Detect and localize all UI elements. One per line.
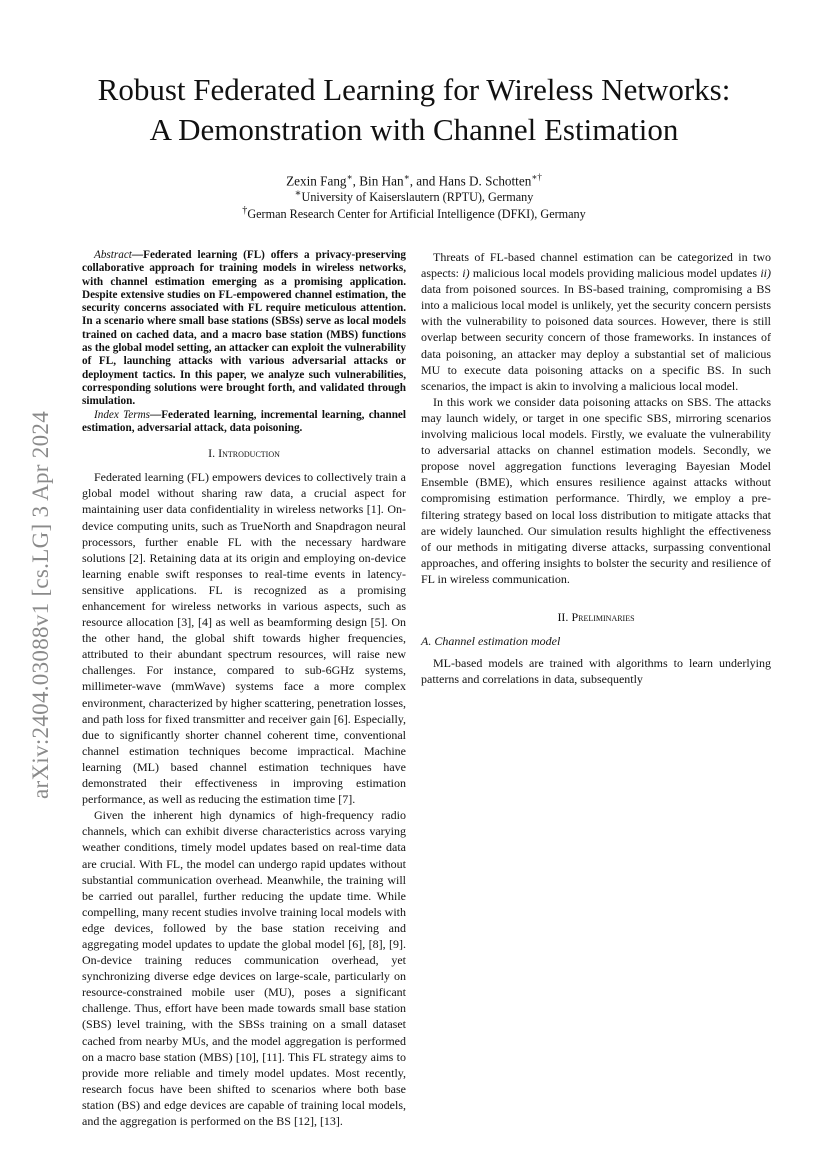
enumeration-marker: i): [462, 266, 470, 281]
enumeration-marker: ii): [760, 266, 771, 281]
section-number: II.: [557, 609, 572, 624]
paragraph-text: malicious local models providing malicious model updates: [469, 266, 761, 281]
index-terms: [82, 409, 406, 436]
title-line-2: A Demonstration with Channel Estimation: [149, 112, 679, 147]
paragraph: ML-based models are trained with algorithms to learn underlying patterns and correlations in data, subsequently: [421, 656, 771, 687]
paragraph-text: data from poisoned sources. In BS-based training, compromising a BS into a malicious local model is unlikely, yet the security concern persists with the vulnerability to poisoned data sources. However, there is still overlap between security concern of those frameworks. In instances of data poisoning, an attacker may deploy a substantial set of malicious MU to execute data poisoning attacks on a specific BS. In such scenarios, the impact is akin to involving a malicious local model.: [421, 282, 771, 393]
affiliation-2: [40, 203, 788, 222]
affiliation-1-mark: ∗: [294, 188, 302, 199]
title-line-1: Robust Federated Learning for Wireless Networks:: [97, 72, 731, 107]
section-heading-introduction: [82, 445, 406, 461]
abstract: [82, 249, 406, 409]
author-2-mark: ∗: [403, 172, 410, 182]
paragraph: In this work we consider data poisoning attacks on SBS. The attacks may launch widely, or target in one specific SBS, mirroring scenarios involving malicious local models. Firstly, we evaluate the vulnerability to adversarial attacks on channel estimation models. Secondly, we propose novel aggregation functions leveraging Bayesian Model Ensemble (BME), which ensures resilience against attacks without compromising estimation performance. Thirdly, we employ a pre-filtering strategy based on local loss distribution to mitigate attacks that are widely launched. Our simulation results highlight the effectiveness of our methods in mitigating diverse attacks, surpassing conventional approaches, and offering insights to bolster the security and resilience of FL in wireless communication.: [421, 394, 771, 586]
affiliation-2-text: German Research Center for Artificial Intelligence (DFKI), Germany: [247, 207, 586, 222]
author-1-mark: ∗: [346, 172, 353, 182]
author-separator: ,: [352, 173, 360, 189]
paper-title: [40, 70, 788, 150]
paragraph-text: Threats of FL-based channel estimation can be categorized in two aspects:: [421, 250, 771, 281]
paragraph: Federated learning (FL) empowers devices to collectively train a global model without sharing raw data, a crucial aspect for maintaining user data confidentiality in wireless networks [1]. On-device computing units, such as TrueNorth and Snapdragon neural processors, further enable FL with the necessary hardware solutions [2]. Retaining data at its origin and employing on-device learning enable swift responses to real-time events in latency-sensitive applications. FL is recognized as a promising enhancement for wireless networks in various aspects, such as resource allocation [3], [4] as well as beamforming design [5]. On the other hand, the global shift towards higher frequencies, attributed to their abundant spectrum resources, will raise new challenges. For instance, compared to sub-6GHz systems, millimeter-wave (mmWave) systems face a more complex environment, characterized by higher scattering, penetration losses, and path loss for fixed transmitter and receiver gain [6]. Especially, due to significantly shorter channel coherent time, conventional channel estimation techniques become impractical. Machine learning (ML) based channel estimation techniques have demonstrated their effectiveness in improving estimation performance, as well as reducing the estimation time [7].: [82, 470, 406, 807]
affiliation-1-text: University of Kaiserslautern (RPTU), Germany: [301, 190, 534, 205]
abstract-label: Abstract: [94, 249, 132, 261]
author-separator: , and: [409, 173, 439, 189]
left-column: [82, 249, 406, 1129]
paragraph: [421, 249, 771, 394]
author-3: Hans D. Schotten: [438, 173, 532, 189]
author-3-mark: ∗†: [531, 172, 542, 182]
subsection-heading: A. Channel estimation model: [421, 634, 561, 649]
section-title: Introduction: [218, 446, 280, 461]
section-title: Preliminaries: [571, 609, 635, 624]
paragraph: Given the inherent high dynamics of high-frequency radio channels, which can exhibit diverse characteristics across varying weather conditions, timely model updates based on real-time data are crucial. With FL, the model can undergo rapid updates without substantial communication overhead. Meanwhile, the training will be carried out parallel, further reducing the update time. While compelling, many recent studies involve training local models with edge devices, followed by the base station receiving and aggregating model updates to update the global model [6], [8], [9]. On-device training reduces communication overhead, yet synchronizing diverse edge devices on large-scale, particularly on resource-constrained mobile user (MU), poses a significant challenge. Thus, effort have been made towards small base station (SBS) level training, with the SBSs training on a small dataset cached from nearby MUs, and the model aggregation is performed on a macro base station (MBS) [10], [11]. This FL strategy aims to provide more reliable and timely model updates. Most recently, research focus have been shifted to scenarios where both base station (BS) and edge devices are capable of training local models, and the aggregation is performed on the BS [12], [13].: [82, 808, 406, 1128]
author-2: Bin Han: [359, 173, 404, 189]
affiliation-2-mark: †: [242, 205, 248, 216]
right-column: [421, 249, 771, 687]
section-heading-preliminaries: [421, 609, 771, 625]
author-1: Zexin Fang: [286, 173, 347, 189]
section-number: I.: [208, 446, 219, 461]
index-terms-text: —Federated learning, incremental learning, channel estimation, adversarial attack, data poisoning.: [82, 408, 406, 434]
arxiv-identifier-stamp: [28, 370, 53, 840]
arxiv-identifier-text: arXiv:2404.03088v1 [cs.LG] 3 Apr 2024: [28, 411, 53, 799]
index-terms-label: Index Terms: [94, 408, 151, 421]
abstract-text: —Federated learning (FL) offers a privacy-preserving collaborative approach for training models in wireless networks, with channel estimation emerging as a promising application. Despite extensive studies on FL-empowered channel estimation, the security concerns associated with FL require meticulous attention. In a scenario where small base stations (SBSs) serve as local models trained on cached data, and a macro base station (MBS) functions as the global model setting, an attacker can exploit the vulnerability of FL, launching attacks with various adversarial attacks or deployment tactics. In this paper, we analyze such vulnerabilities, corresponding solutions were brought forth, and validated through simulation.: [82, 249, 406, 408]
